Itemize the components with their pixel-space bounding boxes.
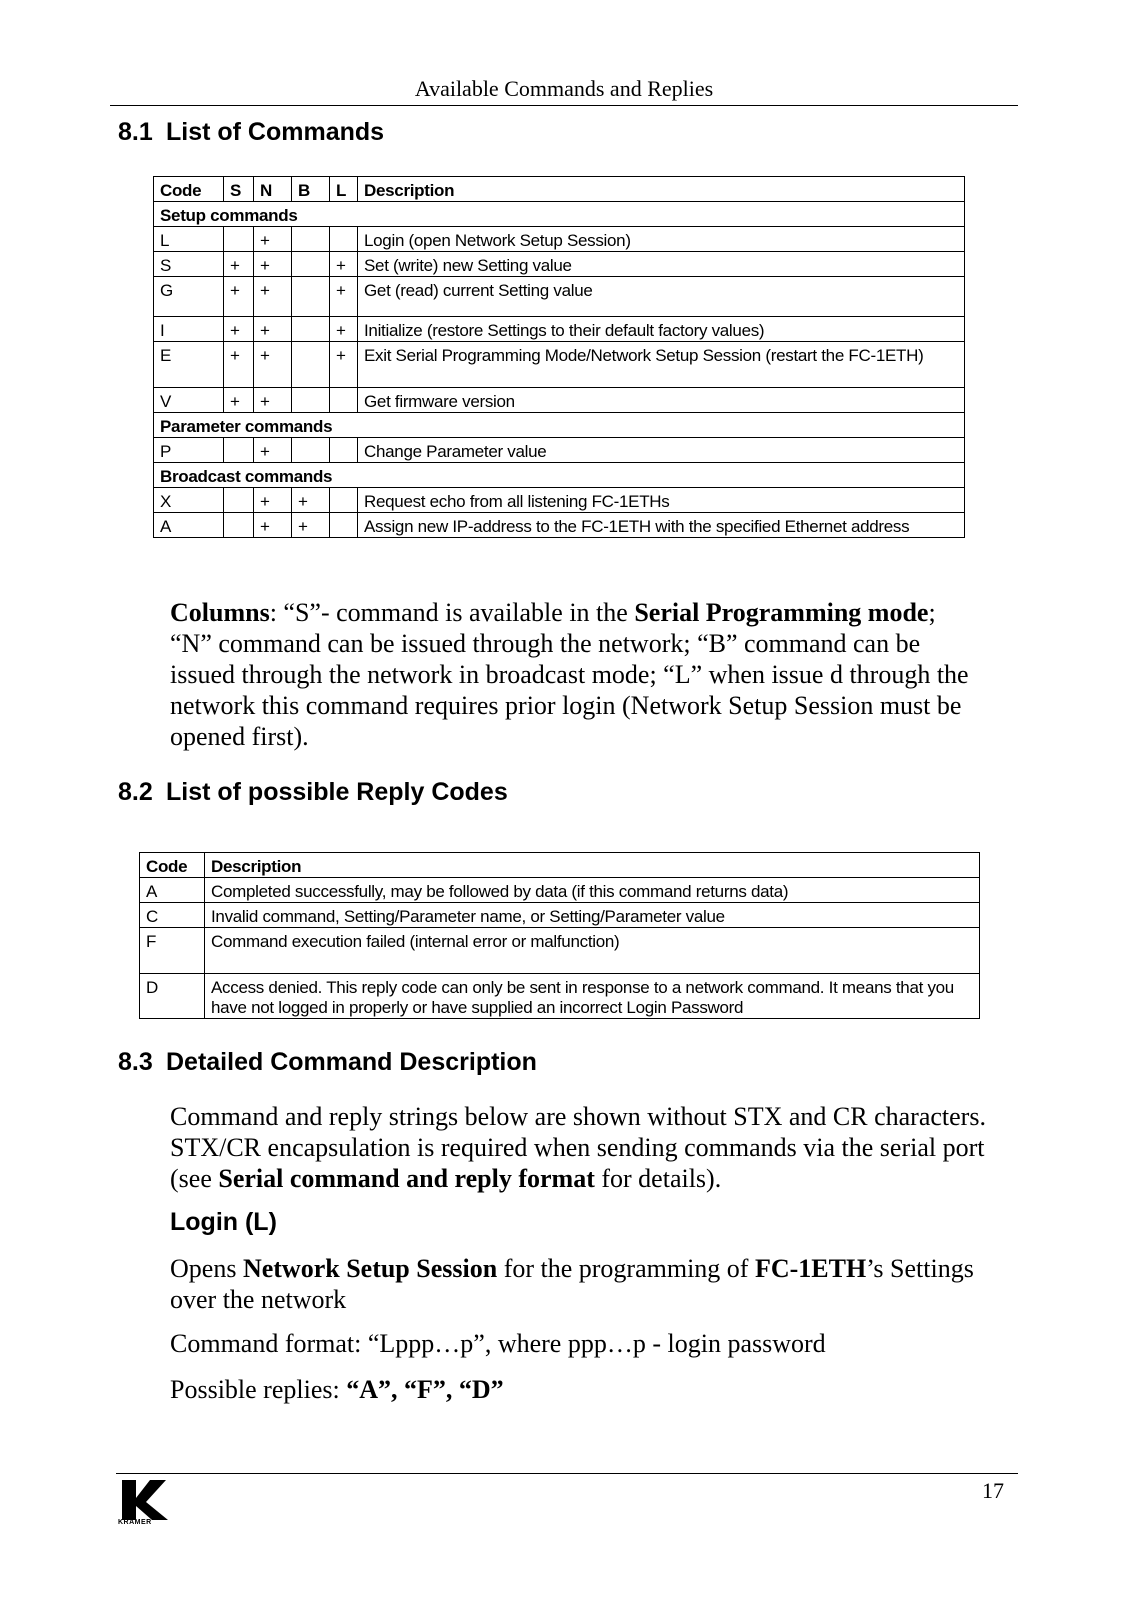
flag-cell: + xyxy=(330,277,358,317)
command-code: I xyxy=(154,317,224,342)
reply-description: Invalid command, Setting/Parameter name, or Setting/Parameter value xyxy=(205,903,980,928)
flag-cell: + xyxy=(254,513,292,538)
section-number: 8.2 xyxy=(118,778,153,806)
reply-description: Completed successfully, may be followed by data (if this command returns data) xyxy=(205,878,980,903)
group-label: Broadcast commands xyxy=(154,463,965,488)
section-title: List of Commands xyxy=(166,118,385,146)
column-header: Code xyxy=(140,853,205,878)
flag-cell: + xyxy=(254,342,292,388)
column-header: L xyxy=(330,177,358,202)
opens-bold1: Network Setup Session xyxy=(242,1254,498,1283)
replies-value: “A”, “F”, “D” xyxy=(346,1375,504,1404)
columns-note-bold: Serial Programming mode xyxy=(634,598,929,627)
table-row xyxy=(140,974,980,1019)
command-description: Initialize (restore Settings to their default factory values) xyxy=(358,317,965,342)
running-header: Available Commands and Replies xyxy=(414,76,714,101)
command-description: Exit Serial Programming Mode/Network Setup Session (restart the FC-1ETH) xyxy=(358,342,965,388)
flag-cell: + xyxy=(254,488,292,513)
columns-note-lead: Columns xyxy=(170,598,270,627)
flag-cell: + xyxy=(224,252,254,277)
group-row xyxy=(154,463,965,488)
intro-bold: Serial command and reply format xyxy=(218,1164,595,1193)
intro-part1: Command and reply strings below are shown without STX and CR characters. STX/CR encapsulation is required when sending commands via the serial port (see xyxy=(170,1102,986,1193)
command-description: Assign new IP-address to the FC-1ETH with the specified Ethernet address xyxy=(358,513,965,538)
header-rule xyxy=(110,105,1018,106)
command-code: E xyxy=(154,342,224,388)
reply-code: A xyxy=(140,878,205,903)
flag-cell xyxy=(224,488,254,513)
flag-cell xyxy=(292,342,330,388)
opens-part2: for the programming of xyxy=(497,1254,755,1283)
flag-cell xyxy=(292,317,330,342)
flag-cell xyxy=(224,227,254,252)
table-row xyxy=(154,388,965,413)
login-description xyxy=(170,1253,1000,1315)
footer-rule xyxy=(116,1473,1018,1474)
flag-cell xyxy=(292,388,330,413)
command-code: S xyxy=(154,252,224,277)
command-description: Get firmware version xyxy=(358,388,965,413)
section-heading-8-3 xyxy=(118,1048,537,1077)
command-code: A xyxy=(154,513,224,538)
flag-cell xyxy=(330,388,358,413)
opens-part3: ’s Settings over the network xyxy=(170,1254,974,1314)
flag-cell: + xyxy=(254,252,292,277)
detailed-intro xyxy=(170,1101,990,1194)
command-format: Command format: “Lppp…p”, where ppp…p - login password xyxy=(170,1329,826,1358)
flag-cell: + xyxy=(224,317,254,342)
section-title: List of possible Reply Codes xyxy=(166,778,508,806)
command-code: V xyxy=(154,388,224,413)
opens-bold2: FC-1ETH xyxy=(754,1254,867,1283)
command-description: Change Parameter value xyxy=(358,438,965,463)
command-description: Get (read) current Setting value xyxy=(358,277,965,317)
column-header: S xyxy=(224,177,254,202)
flag-cell xyxy=(292,252,330,277)
command-description: Set (write) new Setting value xyxy=(358,252,965,277)
reply-code: D xyxy=(140,974,205,1019)
group-label: Parameter commands xyxy=(154,413,965,438)
flag-cell: + xyxy=(224,342,254,388)
flag-cell: + xyxy=(330,317,358,342)
group-row xyxy=(154,202,965,227)
flag-cell xyxy=(224,438,254,463)
flag-cell: + xyxy=(254,317,292,342)
reply-codes-table xyxy=(139,852,980,1019)
flag-cell: + xyxy=(330,342,358,388)
kramer-logo-text: KRAMER xyxy=(118,1519,152,1526)
command-code: X xyxy=(154,488,224,513)
flag-cell: + xyxy=(254,227,292,252)
columns-note-part2: ; “N” command can be issued through the network; “B” command can be issued through the network in broadcast mode; “L” when issue d through the network this command requires prior login (Network Setup Session must be opened first). xyxy=(170,598,969,751)
flag-cell: + xyxy=(254,388,292,413)
replies-label: Possible replies: xyxy=(170,1375,347,1404)
intro-part2: for details). xyxy=(594,1164,722,1193)
flag-cell xyxy=(330,488,358,513)
column-header: B xyxy=(292,177,330,202)
login-heading: Login (L) xyxy=(170,1208,277,1236)
section-number: 8.3 xyxy=(118,1048,153,1076)
flag-cell: + xyxy=(292,488,330,513)
columns-note-part1: : “S”- command is available in the xyxy=(269,598,635,627)
group-label: Setup commands xyxy=(154,202,965,227)
flag-cell xyxy=(330,227,358,252)
flag-cell: + xyxy=(224,388,254,413)
table-row xyxy=(140,903,980,928)
flag-cell xyxy=(292,277,330,317)
table-row xyxy=(154,342,965,388)
command-code: L xyxy=(154,227,224,252)
reply-description: Command execution failed (internal error or malfunction) xyxy=(205,928,980,974)
column-header: N xyxy=(254,177,292,202)
command-code: P xyxy=(154,438,224,463)
section-heading-8-2 xyxy=(118,778,508,807)
section-heading-8-1 xyxy=(118,118,384,147)
section-number: 8.1 xyxy=(118,118,153,146)
flag-cell: + xyxy=(254,277,292,317)
commands-table xyxy=(153,176,965,538)
flag-cell xyxy=(292,438,330,463)
page-number: 17 xyxy=(982,1478,1004,1503)
table-row xyxy=(140,878,980,903)
table-row xyxy=(154,277,965,317)
reply-description: Access denied. This reply code can only be sent in response to a network command. It means that you have not logged in properly or have supplied an incorrect Login Password xyxy=(205,974,980,1019)
command-description: Login (open Network Setup Session) xyxy=(358,227,965,252)
group-row xyxy=(154,413,965,438)
table-row xyxy=(154,227,965,252)
opens-part1: Opens xyxy=(170,1254,243,1283)
flag-cell xyxy=(330,513,358,538)
columns-note xyxy=(170,597,970,752)
command-description: Request echo from all listening FC-1ETHs xyxy=(358,488,965,513)
flag-cell: + xyxy=(224,277,254,317)
column-header: Description xyxy=(205,853,980,878)
flag-cell xyxy=(330,438,358,463)
column-header: Code xyxy=(154,177,224,202)
table-header-row xyxy=(154,177,965,202)
table-header-row xyxy=(140,853,980,878)
table-row xyxy=(154,488,965,513)
flag-cell xyxy=(224,513,254,538)
flag-cell: + xyxy=(292,513,330,538)
command-code: G xyxy=(154,277,224,317)
flag-cell: + xyxy=(330,252,358,277)
flag-cell xyxy=(292,227,330,252)
table-row xyxy=(154,252,965,277)
column-header: Description xyxy=(358,177,965,202)
table-row xyxy=(140,928,980,974)
reply-code: F xyxy=(140,928,205,974)
table-row xyxy=(154,513,965,538)
possible-replies xyxy=(170,1374,990,1405)
flag-cell: + xyxy=(254,438,292,463)
section-title: Detailed Command Description xyxy=(166,1048,537,1076)
table-row xyxy=(154,317,965,342)
reply-code: C xyxy=(140,903,205,928)
table-row xyxy=(154,438,965,463)
